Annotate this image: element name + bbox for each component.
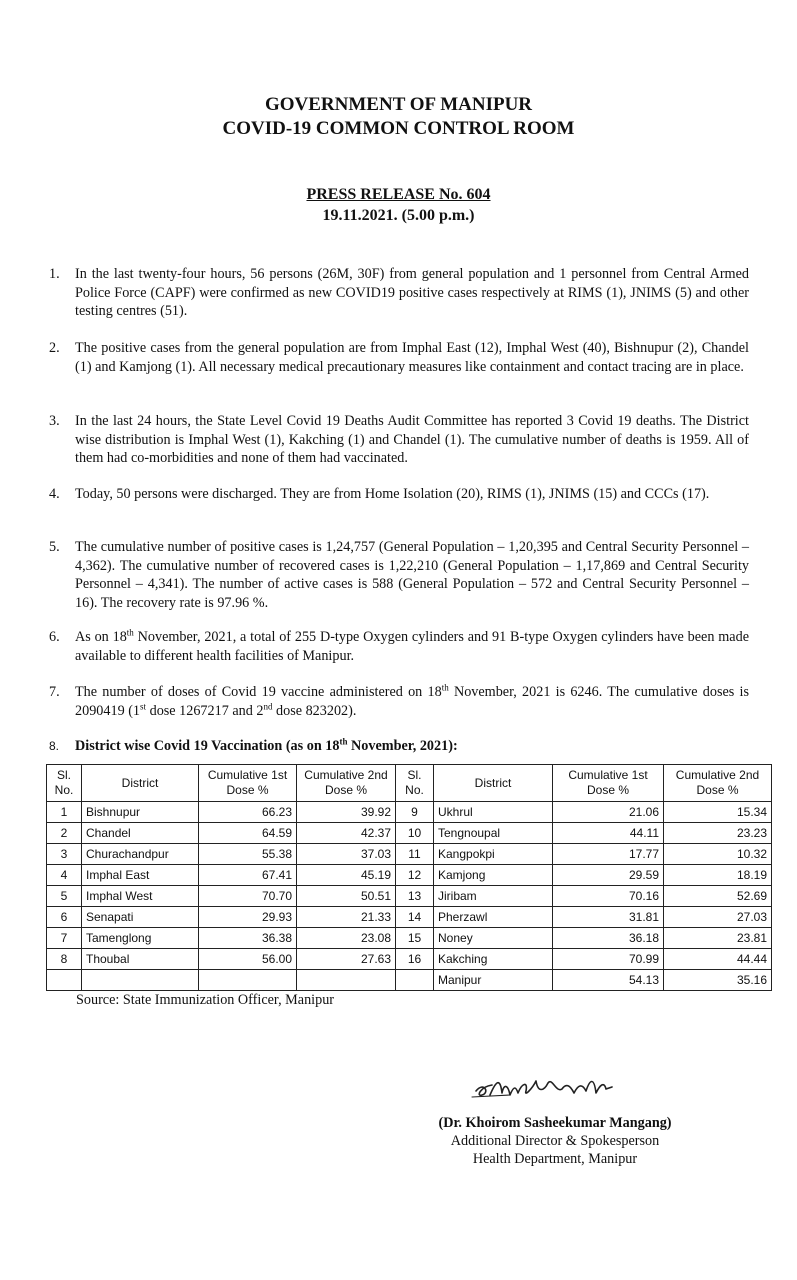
district-cell: Kakching <box>434 949 553 970</box>
sl-no-cell: 8 <box>47 949 82 970</box>
second-dose-cell: 50.51 <box>297 886 396 907</box>
first-dose-cell: 29.93 <box>199 907 297 928</box>
source-note: Source: State Immunization Officer, Manipur <box>76 992 335 1008</box>
second-dose-cell: 15.34 <box>664 802 772 823</box>
header-first-dose: Cumulative 1st Dose % <box>553 765 664 802</box>
paragraph-number: 7. <box>49 684 60 700</box>
sl-no-cell: 5 <box>47 886 82 907</box>
district-cell: Pherzawl <box>434 907 553 928</box>
district-cell: Thoubal <box>82 949 199 970</box>
table-row <box>47 865 772 886</box>
signature-block <box>410 1114 700 1168</box>
header-second-dose: Cumulative 2nd Dose % <box>297 765 396 802</box>
district-cell: Jiribam <box>434 886 553 907</box>
district-cell: Imphal East <box>82 865 199 886</box>
second-dose-cell: 42.37 <box>297 823 396 844</box>
sl-no-cell: 16 <box>396 949 434 970</box>
district-cell: Chandel <box>82 823 199 844</box>
table-row <box>47 802 772 823</box>
sl-no-cell: 12 <box>396 865 434 886</box>
first-dose-cell: 21.06 <box>553 802 664 823</box>
table-body <box>47 802 772 991</box>
first-dose-cell: 29.59 <box>553 865 664 886</box>
table-row <box>47 970 772 991</box>
paragraph-number: 3. <box>49 413 60 429</box>
sl-no-cell <box>47 970 82 991</box>
paragraph-number: 2. <box>49 340 60 356</box>
sl-no-cell: 13 <box>396 886 434 907</box>
second-dose-cell: 44.44 <box>664 949 772 970</box>
paragraph-4 <box>49 485 749 504</box>
press-release-title: PRESS RELEASE No. 604 <box>306 186 491 203</box>
first-dose-cell: 17.77 <box>553 844 664 865</box>
header-first-dose: Cumulative 1st Dose % <box>199 765 297 802</box>
header-district: District <box>434 765 553 802</box>
paragraph-text: In the last 24 hours, the State Level Covid 19 Deaths Audit Committee has reported 3 Covid 19 deaths. The District wise distribution is Imphal West (1), Kakching (1) and Chandel (1). The cumulative number of deaths is 1959. All of them had co-morbidities and none of them had vaccinated. <box>75 413 749 466</box>
paragraph-text: As on 18th November, 2021, a total of 255 D-type Oxygen cylinders and 91 B-type Oxygen cylinders have been made available to different health facilities of Manipur. <box>75 627 749 664</box>
first-dose-cell: 55.38 <box>199 844 297 865</box>
table-row <box>47 928 772 949</box>
paragraph-6 <box>49 628 749 665</box>
district-cell: Tengnoupal <box>434 823 553 844</box>
second-dose-cell: 27.03 <box>664 907 772 928</box>
second-dose-cell: 21.33 <box>297 907 396 928</box>
district-cell: Kangpokpi <box>434 844 553 865</box>
paragraph-number: 8. <box>49 739 60 753</box>
signatory-department: Health Department, Manipur <box>472 1151 638 1167</box>
district-cell: Imphal West <box>82 886 199 907</box>
first-dose-cell: 54.13 <box>553 970 664 991</box>
paragraph-number: 6. <box>49 629 60 645</box>
first-dose-cell: 67.41 <box>199 865 297 886</box>
second-dose-cell: 52.69 <box>664 886 772 907</box>
press-release-heading <box>0 184 797 226</box>
header-sl-no: Sl. No. <box>396 765 434 802</box>
first-dose-cell: 70.70 <box>199 886 297 907</box>
signatory-title: Additional Director & Spokesperson <box>450 1133 660 1149</box>
first-dose-cell: 31.81 <box>553 907 664 928</box>
district-cell: Kamjong <box>434 865 553 886</box>
sl-no-cell: 15 <box>396 928 434 949</box>
sl-no-cell: 11 <box>396 844 434 865</box>
paragraph-number: 4. <box>49 486 60 502</box>
paragraph-7 <box>49 683 749 720</box>
header-second-dose: Cumulative 2nd Dose % <box>664 765 772 802</box>
press-release-date: 19.11.2021. (5.00 p.m.) <box>322 207 475 224</box>
sl-no-cell: 9 <box>396 802 434 823</box>
paragraph-text: The cumulative number of positive cases is 1,24,757 (General Population – 1,20,395 and Central Security Personnel – 4,362). The cumulative number of recovered cases is 1,22,210 (General Population – 1,17,869 and Central Security Personnel – 4,341). The number of active cases is 588 (General Population – 572 and Central Security Personnel – 16). The recovery rate is 97.96 %. <box>75 539 749 611</box>
table-row <box>47 907 772 928</box>
first-dose-cell: 70.99 <box>553 949 664 970</box>
first-dose-cell: 64.59 <box>199 823 297 844</box>
district-cell: Bishnupur <box>82 802 199 823</box>
paragraph-text: In the last twenty-four hours, 56 persons (26M, 30F) from general population and 1 personnel from Central Armed Police Force (CAPF) were confirmed as new COVID19 positive cases respectively at RIMS (1), JNIMS (5) and other testing centres (51). <box>75 266 749 319</box>
vaccination-table <box>46 764 772 991</box>
sl-no-cell: 1 <box>47 802 82 823</box>
first-dose-cell: 70.16 <box>553 886 664 907</box>
government-title: GOVERNMENT OF MANIPUR <box>264 94 533 115</box>
header-district: District <box>82 765 199 802</box>
paragraph-2 <box>49 339 749 376</box>
paragraph-text: The positive cases from the general population are from Imphal East (12), Imphal West (40), Bishnupur (2), Chandel (1) and Kamjong (1). All necessary medical precautionary measures like containment and contact tracing are in place. <box>75 340 749 375</box>
table-row <box>47 949 772 970</box>
document-header <box>0 93 797 141</box>
second-dose-cell: 18.19 <box>664 865 772 886</box>
paragraph-number: 5. <box>49 539 60 555</box>
paragraph-5 <box>49 538 749 612</box>
table-title: District wise Covid 19 Vaccination (as on 18th November, 2021): <box>75 736 458 754</box>
second-dose-cell: 39.92 <box>297 802 396 823</box>
sl-no-cell: 7 <box>47 928 82 949</box>
district-cell: Senapati <box>82 907 199 928</box>
first-dose-cell <box>199 970 297 991</box>
second-dose-cell: 23.23 <box>664 823 772 844</box>
second-dose-cell: 37.03 <box>297 844 396 865</box>
control-room-title: COVID-19 COMMON CONTROL ROOM <box>222 118 575 139</box>
paragraph-text: Today, 50 persons were discharged. They are from Home Isolation (20), RIMS (1), JNIMS (15) and CCCs (17). <box>75 486 710 502</box>
second-dose-cell: 23.08 <box>297 928 396 949</box>
table-row <box>47 844 772 865</box>
district-cell: Ukhrul <box>434 802 553 823</box>
second-dose-cell: 23.81 <box>664 928 772 949</box>
second-dose-cell <box>297 970 396 991</box>
district-cell: Churachandpur <box>82 844 199 865</box>
first-dose-cell: 36.18 <box>553 928 664 949</box>
sl-no-cell: 6 <box>47 907 82 928</box>
table-header-row <box>47 765 772 802</box>
first-dose-cell: 66.23 <box>199 802 297 823</box>
district-cell <box>82 970 199 991</box>
sl-no-cell: 3 <box>47 844 82 865</box>
second-dose-cell: 45.19 <box>297 865 396 886</box>
table-row <box>47 886 772 907</box>
sl-no-cell: 14 <box>396 907 434 928</box>
header-sl-no: Sl. No. <box>47 765 82 802</box>
sl-no-cell: 10 <box>396 823 434 844</box>
second-dose-cell: 10.32 <box>664 844 772 865</box>
handwritten-signature <box>470 1067 640 1103</box>
paragraph-text: The number of doses of Covid 19 vaccine administered on 18th November, 2021 is 6246. The cumulative doses is 2090419 (1st dose 1267217 and 2nd dose 823202). <box>75 682 749 719</box>
paragraph-number: 1. <box>49 266 60 282</box>
sl-no-cell: 2 <box>47 823 82 844</box>
first-dose-cell: 36.38 <box>199 928 297 949</box>
second-dose-cell: 27.63 <box>297 949 396 970</box>
first-dose-cell: 44.11 <box>553 823 664 844</box>
district-cell: Manipur <box>434 970 553 991</box>
sl-no-cell <box>396 970 434 991</box>
first-dose-cell: 56.00 <box>199 949 297 970</box>
second-dose-cell: 35.16 <box>664 970 772 991</box>
district-cell: Tamenglong <box>82 928 199 949</box>
signatory-name: (Dr. Khoirom Sasheekumar Mangang) <box>438 1115 672 1131</box>
paragraph-3 <box>49 412 749 468</box>
table-row <box>47 823 772 844</box>
sl-no-cell: 4 <box>47 865 82 886</box>
district-cell: Noney <box>434 928 553 949</box>
section-8-heading <box>49 737 458 755</box>
paragraph-1 <box>49 265 749 321</box>
